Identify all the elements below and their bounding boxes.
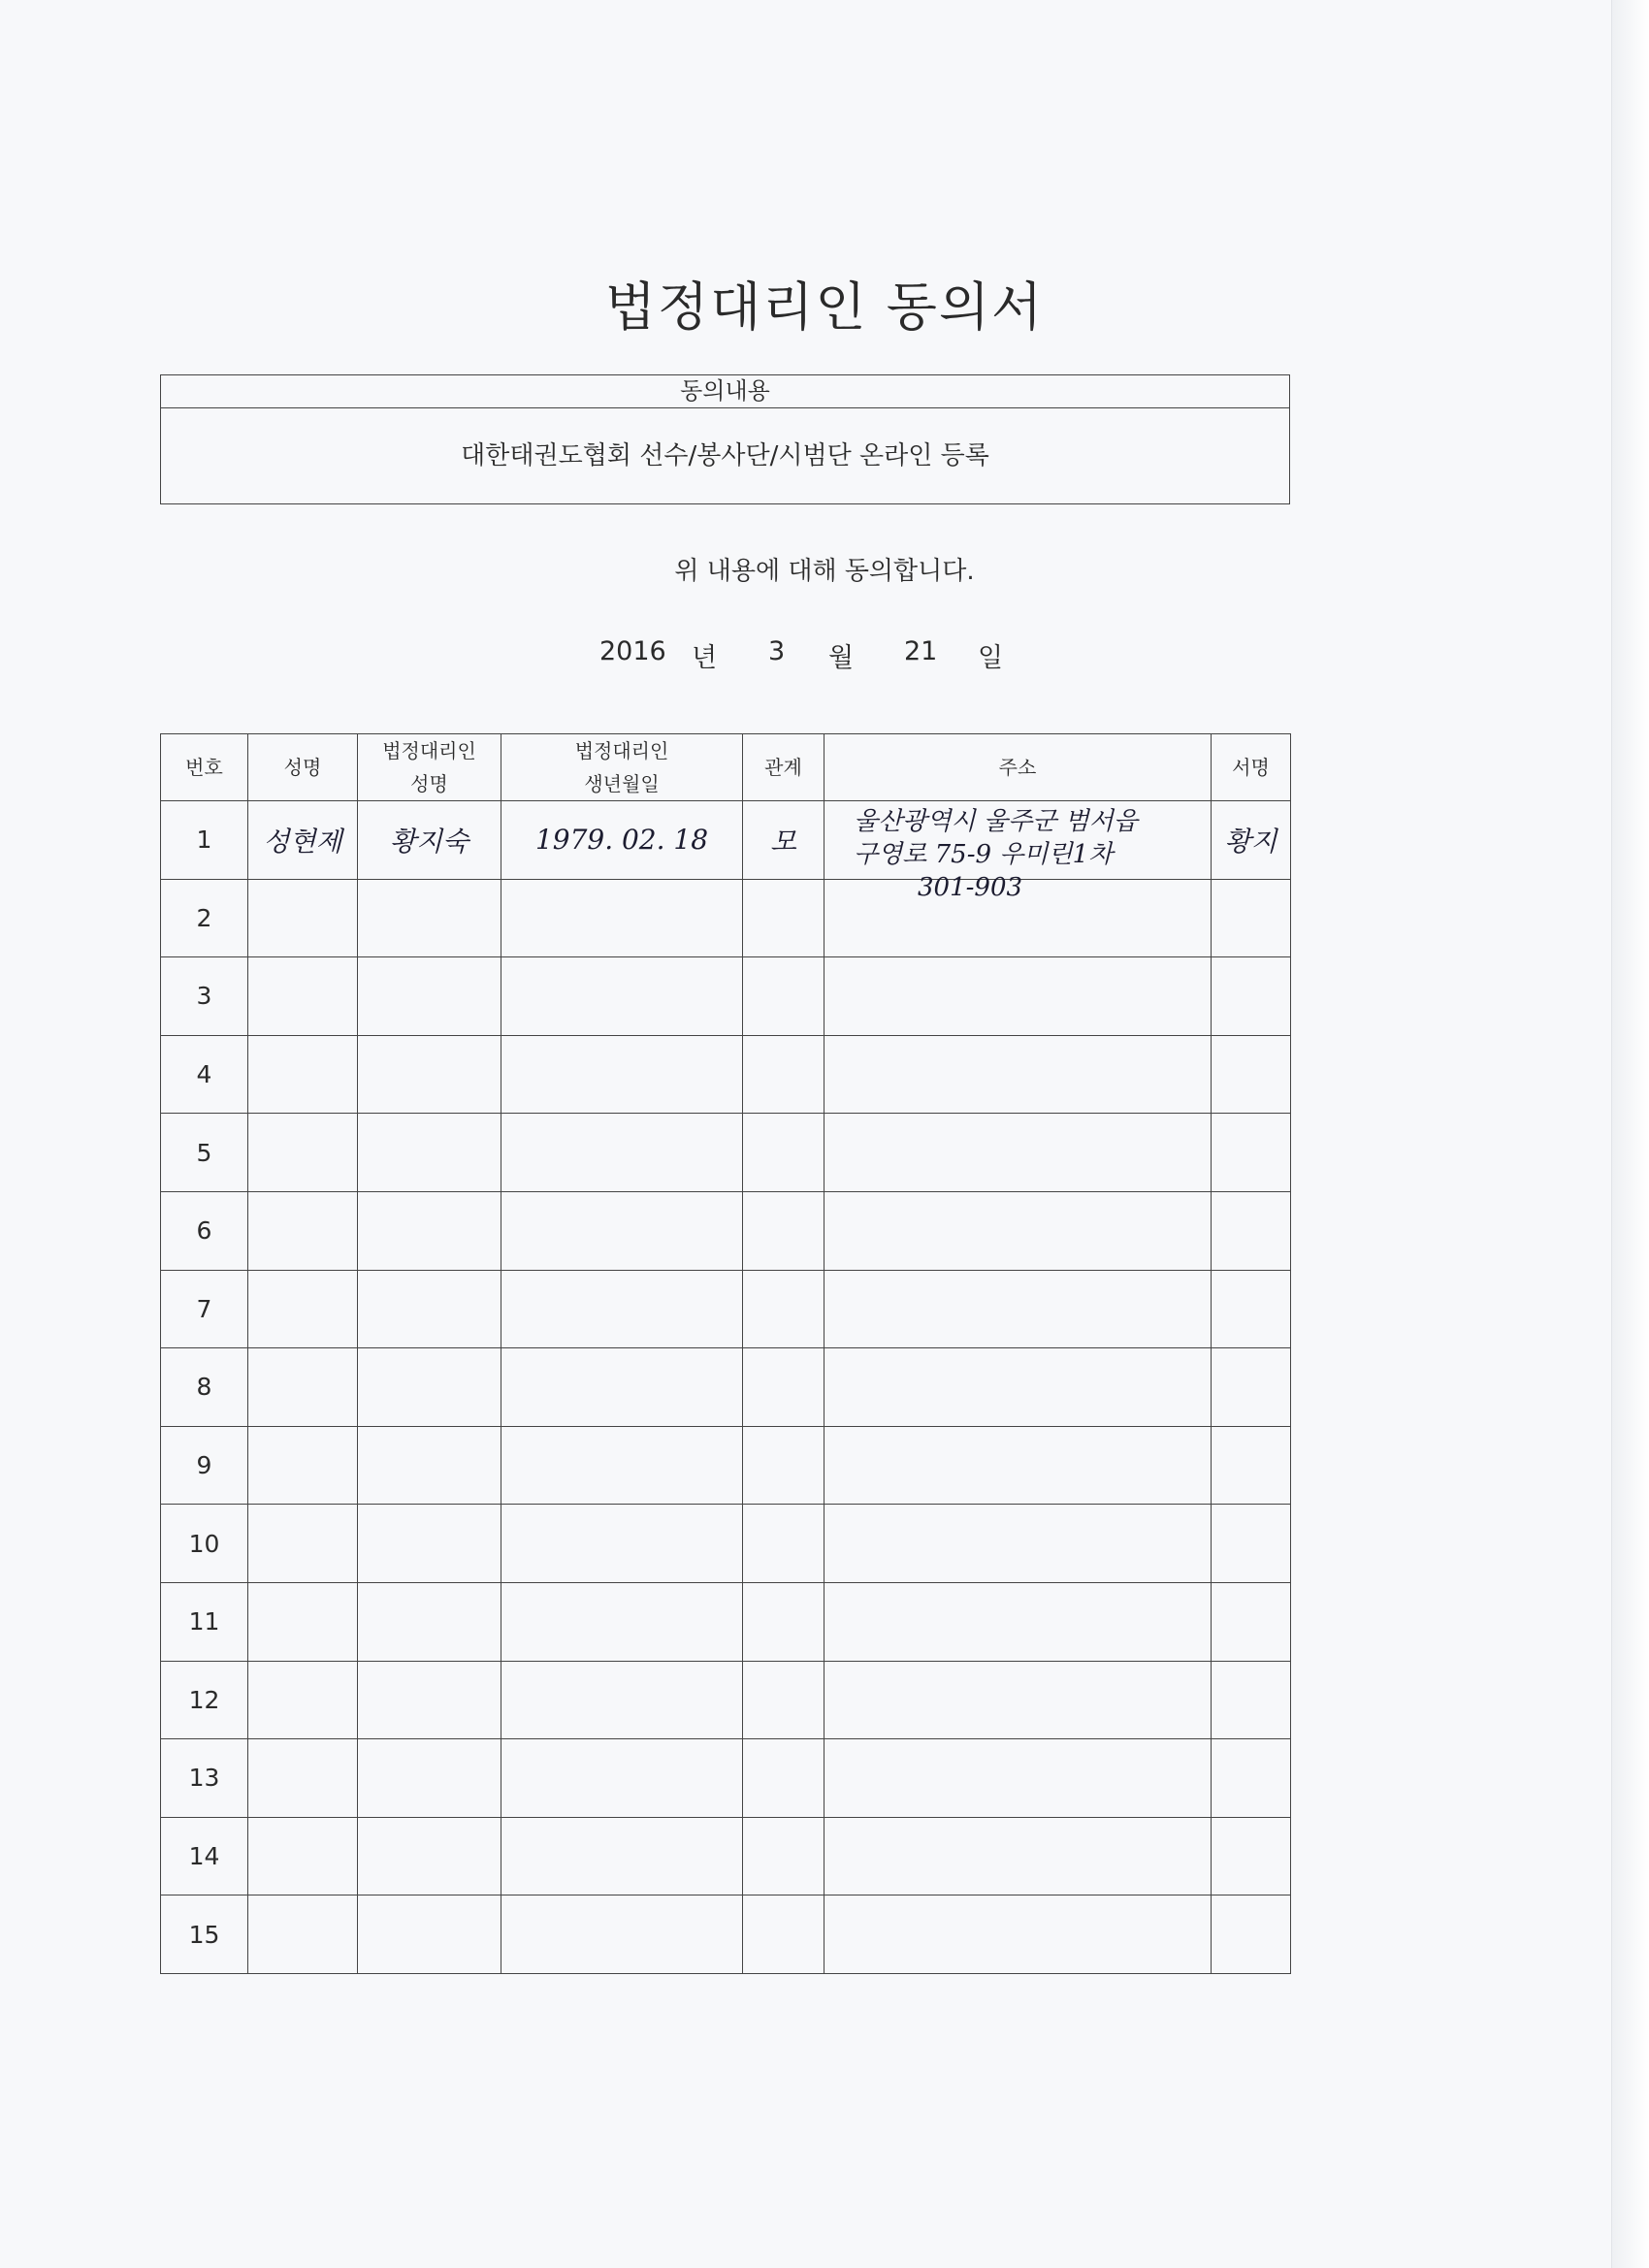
cell-guardian-name (358, 879, 501, 957)
cell-signature (1212, 1270, 1291, 1348)
cell-address (824, 1426, 1212, 1505)
cell-guardian-name (358, 1582, 501, 1661)
cell-address (824, 1270, 1212, 1348)
cell-guardian-name (358, 1035, 501, 1114)
table-row (161, 1505, 1291, 1583)
cell-guardian-birth (501, 957, 743, 1036)
consent-content: 대한태권도협회 선수/봉사단/시범단 온라인 등록 (461, 441, 989, 470)
header-no: 번호 (161, 734, 248, 801)
table-row (161, 1661, 1291, 1739)
header-address: 주소 (824, 734, 1212, 801)
cell-address (824, 1817, 1212, 1895)
cell-name (248, 1114, 358, 1192)
cell-guardian-name (358, 1817, 501, 1895)
cell-relation (743, 1114, 824, 1192)
cell-relation (743, 1895, 824, 1974)
header-guardian-name: 법정대리인 성명 (358, 734, 501, 801)
address-line-3: 301-903 (918, 873, 1023, 902)
cell-no: 2 (161, 879, 248, 957)
table-row (161, 1739, 1291, 1818)
table-row (161, 1895, 1291, 1974)
date-month: 3 (768, 636, 786, 666)
cell-guardian-birth (501, 1895, 743, 1974)
cell-guardian-name (358, 1426, 501, 1505)
cell-relation (743, 801, 824, 880)
cell-guardian-name (358, 1191, 501, 1270)
cell-no: 15 (161, 1895, 248, 1974)
cell-no: 14 (161, 1817, 248, 1895)
cell-name (248, 1270, 358, 1348)
cell-guardian-birth (501, 1426, 743, 1505)
date-year: 2016 (599, 636, 666, 666)
table-row (161, 1582, 1291, 1661)
cell-guardian-name (358, 1270, 501, 1348)
agree-statement: 위 내용에 대해 동의합니다. (674, 557, 975, 586)
cell-signature (1212, 1191, 1291, 1270)
date-day-unit: 일 (978, 643, 1004, 673)
cell-guardian-name (358, 1114, 501, 1192)
table-row (161, 801, 1291, 880)
address-line-1: 울산광역시 울주군 범서읍 (854, 807, 1138, 836)
cell-relation (743, 1348, 824, 1427)
cell-guardian-birth (501, 1739, 743, 1818)
cell-address (824, 1035, 1212, 1114)
cell-relation (743, 879, 824, 957)
consent-box (160, 374, 1290, 504)
cell-name (248, 1895, 358, 1974)
cell-guardian-birth (501, 1582, 743, 1661)
cell-name (248, 1817, 358, 1895)
cell-name (248, 1191, 358, 1270)
cell-name (248, 1661, 358, 1739)
cell-guardian-birth (501, 1270, 743, 1348)
cell-signature (1212, 1739, 1291, 1818)
date-year-unit: 년 (692, 643, 718, 673)
cell-no: 3 (161, 957, 248, 1036)
handwritten-guardian-name: 황지숙 (389, 825, 469, 858)
cell-relation (743, 1582, 824, 1661)
cell-guardian-name (358, 1661, 501, 1739)
cell-no: 7 (161, 1270, 248, 1348)
date-month-unit: 월 (828, 643, 855, 673)
handwritten-name: 성현제 (263, 825, 342, 858)
cell-address (824, 801, 1212, 902)
cell-name (248, 1348, 358, 1427)
cell-relation (743, 1505, 824, 1583)
cell-signature (1212, 801, 1291, 880)
cell-signature (1212, 1348, 1291, 1427)
cell-relation (743, 1270, 824, 1348)
cell-guardian-birth (501, 1817, 743, 1895)
table-row (161, 1191, 1291, 1270)
date-day: 21 (904, 636, 938, 666)
cell-signature (1212, 1582, 1291, 1661)
cell-signature (1212, 879, 1291, 957)
cell-guardian-birth (501, 1035, 743, 1114)
cell-address (824, 1739, 1212, 1818)
table-row (161, 1348, 1291, 1427)
cell-no: 13 (161, 1739, 248, 1818)
cell-no: 1 (161, 801, 248, 880)
cell-name (248, 1739, 358, 1818)
cell-relation (743, 1817, 824, 1895)
registration-table (160, 733, 1291, 1974)
cell-no: 10 (161, 1505, 248, 1583)
consent-header: 동의내용 (161, 375, 1289, 408)
cell-no: 6 (161, 1191, 248, 1270)
cell-address (824, 1895, 1212, 1974)
cell-relation (743, 1661, 824, 1739)
cell-signature (1212, 1817, 1291, 1895)
cell-guardian-name (358, 1505, 501, 1583)
cell-no: 8 (161, 1348, 248, 1427)
cell-signature (1212, 1114, 1291, 1192)
cell-address (824, 1348, 1212, 1427)
cell-signature (1212, 1895, 1291, 1974)
cell-address (824, 1505, 1212, 1583)
cell-name (248, 957, 358, 1036)
cell-guardian-birth (501, 1505, 743, 1583)
cell-address (824, 1114, 1212, 1192)
cell-address (824, 957, 1212, 1036)
document-title: 법정대리인 동의서 (604, 276, 1045, 339)
cell-name (248, 801, 358, 880)
cell-relation (743, 957, 824, 1036)
cell-guardian-name (358, 1739, 501, 1818)
cell-guardian-name (358, 957, 501, 1036)
handwritten-address (854, 805, 1138, 904)
cell-signature (1212, 1035, 1291, 1114)
header-relation: 관계 (743, 734, 824, 801)
cell-guardian-name (358, 801, 501, 880)
cell-address (824, 1582, 1212, 1661)
cell-guardian-birth (501, 1114, 743, 1192)
table-row (161, 957, 1291, 1036)
cell-no: 5 (161, 1114, 248, 1192)
cell-name (248, 1582, 358, 1661)
handwritten-guardian-birth: 1979. 02. 18 (534, 824, 709, 857)
cell-guardian-name (358, 1348, 501, 1427)
table-row (161, 1035, 1291, 1114)
table-row (161, 1817, 1291, 1895)
cell-name (248, 1035, 358, 1114)
cell-address (824, 1191, 1212, 1270)
cell-guardian-birth (501, 1348, 743, 1427)
header-name: 성명 (248, 734, 358, 801)
cell-relation (743, 1191, 824, 1270)
cell-name (248, 1505, 358, 1583)
cell-address (824, 1661, 1212, 1739)
address-line-2: 구영로 75-9 우미린1차 (854, 840, 1114, 869)
cell-no: 11 (161, 1582, 248, 1661)
handwritten-relation: 모 (769, 825, 797, 858)
table-row (161, 1114, 1291, 1192)
cell-no: 4 (161, 1035, 248, 1114)
cell-guardian-birth (501, 1661, 743, 1739)
cell-guardian-birth (501, 801, 743, 880)
cell-guardian-birth (501, 879, 743, 957)
header-signature: 서명 (1212, 734, 1291, 801)
cell-signature (1212, 1426, 1291, 1505)
table-header-row (161, 734, 1291, 801)
cell-no: 9 (161, 1426, 248, 1505)
cell-name (248, 1426, 358, 1505)
cell-relation (743, 1739, 824, 1818)
cell-relation (743, 1426, 824, 1505)
header-guardian-birth: 법정대리인 생년월일 (501, 734, 743, 801)
table-row (161, 1426, 1291, 1505)
cell-signature (1212, 957, 1291, 1036)
cell-name (248, 879, 358, 957)
handwritten-signature: 황지 (1224, 825, 1277, 858)
cell-relation (743, 1035, 824, 1114)
cell-guardian-name (358, 1895, 501, 1974)
cell-signature (1212, 1661, 1291, 1739)
cell-guardian-birth (501, 1191, 743, 1270)
cell-signature (1212, 1505, 1291, 1583)
cell-no: 12 (161, 1661, 248, 1739)
table-row (161, 1270, 1291, 1348)
